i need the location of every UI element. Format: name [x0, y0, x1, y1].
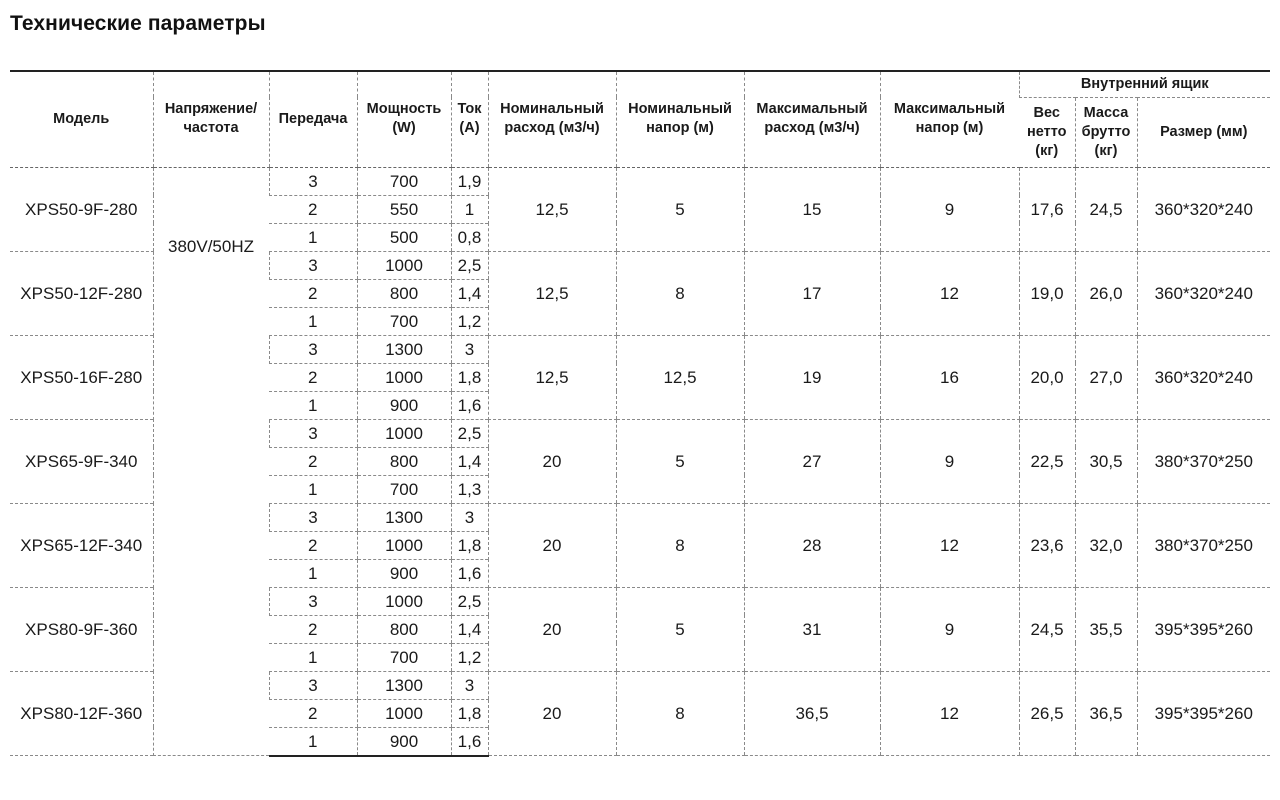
gear-cell: 3: [269, 671, 357, 699]
current-cell: 1,8: [451, 363, 488, 391]
size-cell: 380*370*250: [1137, 503, 1270, 587]
model-cell: XPS80-12F-360: [10, 671, 153, 756]
gear-cell: 2: [269, 195, 357, 223]
gear-cell: 1: [269, 475, 357, 503]
power-cell: 1000: [357, 699, 451, 727]
current-cell: 1,8: [451, 699, 488, 727]
header-inner-box: Внутренний ящик: [1019, 71, 1270, 97]
power-cell: 700: [357, 167, 451, 195]
nominal-flow-cell: 12,5: [488, 167, 616, 251]
gear-cell: 1: [269, 391, 357, 419]
max-flow-cell: 31: [744, 587, 880, 671]
power-cell: 1300: [357, 503, 451, 531]
power-cell: 1000: [357, 587, 451, 615]
size-cell: 380*370*250: [1137, 419, 1270, 503]
header-max-head: Максимальный напор (м): [880, 71, 1019, 167]
gear-cell: 2: [269, 699, 357, 727]
gear-cell: 3: [269, 167, 357, 195]
header-net-weight: Вес нетто (кг): [1019, 97, 1075, 167]
spec-table: [10, 70, 1270, 757]
nominal-head-cell: 5: [616, 167, 744, 251]
power-cell: 900: [357, 559, 451, 587]
current-cell: 1,3: [451, 475, 488, 503]
max-head-cell: 12: [880, 251, 1019, 335]
nominal-flow-cell: 20: [488, 419, 616, 503]
power-cell: 1000: [357, 251, 451, 279]
gross-weight-cell: 24,5: [1075, 167, 1137, 251]
nominal-head-cell: 8: [616, 251, 744, 335]
model-cell: XPS65-12F-340: [10, 503, 153, 587]
power-cell: 700: [357, 307, 451, 335]
power-cell: 1300: [357, 335, 451, 363]
net-weight-cell: 17,6: [1019, 167, 1075, 251]
current-cell: 3: [451, 335, 488, 363]
power-cell: 1300: [357, 671, 451, 699]
header-power: Мощность (W): [357, 71, 451, 167]
current-cell: 2,5: [451, 587, 488, 615]
gear-cell: 2: [269, 363, 357, 391]
max-flow-cell: 28: [744, 503, 880, 587]
current-cell: 1,2: [451, 307, 488, 335]
max-flow-cell: 27: [744, 419, 880, 503]
nominal-head-cell: 12,5: [616, 335, 744, 419]
current-cell: 1,4: [451, 279, 488, 307]
max-head-cell: 12: [880, 671, 1019, 756]
gear-cell: 1: [269, 643, 357, 671]
nominal-flow-cell: 20: [488, 503, 616, 587]
gear-cell: 3: [269, 587, 357, 615]
gear-cell: 1: [269, 223, 357, 251]
current-cell: 3: [451, 503, 488, 531]
size-cell: 360*320*240: [1137, 167, 1270, 251]
model-cell: XPS50-9F-280: [10, 167, 153, 251]
current-cell: 2,5: [451, 251, 488, 279]
gross-weight-cell: 32,0: [1075, 503, 1137, 587]
power-cell: 700: [357, 475, 451, 503]
max-flow-cell: 17: [744, 251, 880, 335]
gear-cell: 2: [269, 279, 357, 307]
max-flow-cell: 19: [744, 335, 880, 419]
current-cell: 1,4: [451, 447, 488, 475]
size-cell: 395*395*260: [1137, 587, 1270, 671]
power-cell: 800: [357, 279, 451, 307]
gear-cell: 2: [269, 531, 357, 559]
page-title: Технические параметры: [10, 12, 266, 35]
net-weight-cell: 24,5: [1019, 587, 1075, 671]
power-cell: 700: [357, 643, 451, 671]
header-model: Модель: [10, 71, 153, 167]
header-row: [10, 71, 1270, 97]
gear-cell: 3: [269, 503, 357, 531]
power-cell: 800: [357, 447, 451, 475]
power-cell: 500: [357, 223, 451, 251]
power-cell: 1000: [357, 531, 451, 559]
current-cell: 1,8: [451, 531, 488, 559]
nominal-flow-cell: 20: [488, 587, 616, 671]
current-cell: 1,6: [451, 727, 488, 756]
net-weight-cell: 26,5: [1019, 671, 1075, 756]
gear-cell: 1: [269, 307, 357, 335]
gross-weight-cell: 26,0: [1075, 251, 1137, 335]
current-cell: 1,6: [451, 391, 488, 419]
max-head-cell: 9: [880, 587, 1019, 671]
current-cell: 3: [451, 671, 488, 699]
header-gross-weight: Масса брутто (кг): [1075, 97, 1137, 167]
current-cell: 0,8: [451, 223, 488, 251]
max-flow-cell: 15: [744, 167, 880, 251]
power-cell: 800: [357, 615, 451, 643]
model-cell: XPS80-9F-360: [10, 587, 153, 671]
header-voltage: Напряжение/ частота: [153, 71, 269, 167]
gear-cell: 2: [269, 447, 357, 475]
spec-body: [10, 167, 1270, 756]
gear-cell: 3: [269, 251, 357, 279]
gross-weight-cell: 35,5: [1075, 587, 1137, 671]
max-head-cell: 9: [880, 167, 1019, 251]
nominal-head-cell: 8: [616, 671, 744, 756]
header-gear: Передача: [269, 71, 357, 167]
header-nominal-head: Номинальный напор (м): [616, 71, 744, 167]
model-cell: XPS50-16F-280: [10, 335, 153, 419]
current-cell: 1,9: [451, 167, 488, 195]
header-max-flow: Максимальный расход (м3/ч): [744, 71, 880, 167]
size-cell: 360*320*240: [1137, 335, 1270, 419]
gross-weight-cell: 30,5: [1075, 419, 1137, 503]
current-cell: 1,6: [451, 559, 488, 587]
power-cell: 550: [357, 195, 451, 223]
max-head-cell: 12: [880, 503, 1019, 587]
power-cell: 900: [357, 391, 451, 419]
nominal-head-cell: 8: [616, 503, 744, 587]
current-cell: 2,5: [451, 419, 488, 447]
gear-cell: 2: [269, 615, 357, 643]
nominal-flow-cell: 12,5: [488, 335, 616, 419]
nominal-head-cell: 5: [616, 419, 744, 503]
gear-cell: 3: [269, 419, 357, 447]
size-cell: 360*320*240: [1137, 251, 1270, 335]
header-current: Ток (А): [451, 71, 488, 167]
nominal-head-cell: 5: [616, 587, 744, 671]
power-cell: 1000: [357, 363, 451, 391]
header-size: Размер (мм): [1137, 97, 1270, 167]
gear-cell: 3: [269, 335, 357, 363]
gear-cell: 1: [269, 727, 357, 756]
nominal-flow-cell: 12,5: [488, 251, 616, 335]
net-weight-cell: 20,0: [1019, 335, 1075, 419]
nominal-flow-cell: 20: [488, 671, 616, 756]
voltage-cell: 380V/50HZ: [153, 167, 269, 756]
model-cell: XPS65-9F-340: [10, 419, 153, 503]
current-cell: 1,4: [451, 615, 488, 643]
max-head-cell: 16: [880, 335, 1019, 419]
gear-cell: 1: [269, 559, 357, 587]
model-cell: XPS50-12F-280: [10, 251, 153, 335]
power-cell: 1000: [357, 419, 451, 447]
header-nominal-flow: Номинальный расход (м3/ч): [488, 71, 616, 167]
current-cell: 1,2: [451, 643, 488, 671]
net-weight-cell: 23,6: [1019, 503, 1075, 587]
net-weight-cell: 22,5: [1019, 419, 1075, 503]
max-flow-cell: 36,5: [744, 671, 880, 756]
gross-weight-cell: 36,5: [1075, 671, 1137, 756]
size-cell: 395*395*260: [1137, 671, 1270, 756]
gross-weight-cell: 27,0: [1075, 335, 1137, 419]
power-cell: 900: [357, 727, 451, 756]
current-cell: 1: [451, 195, 488, 223]
max-head-cell: 9: [880, 419, 1019, 503]
net-weight-cell: 19,0: [1019, 251, 1075, 335]
table-row: [10, 167, 1270, 195]
